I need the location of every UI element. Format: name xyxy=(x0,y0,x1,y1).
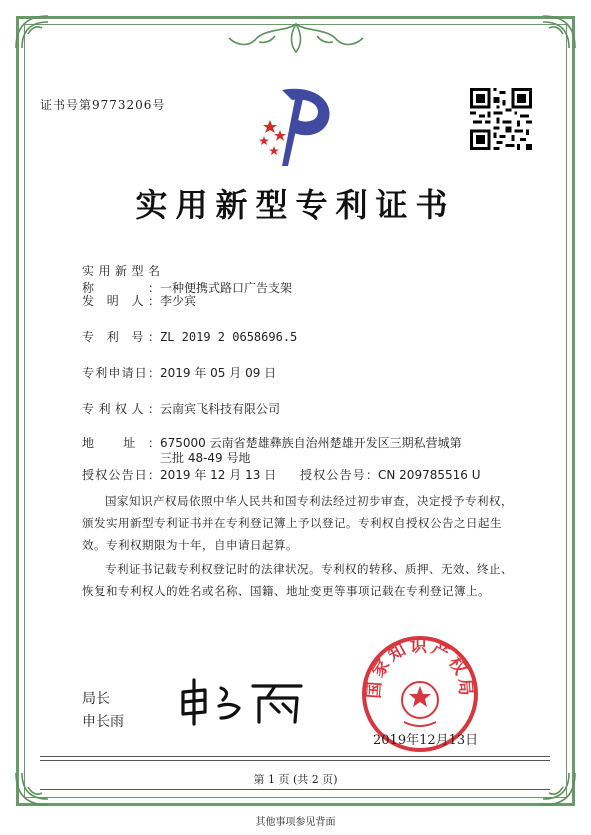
footer-divider xyxy=(40,756,550,757)
legal-status-statement: 专利证书记载专利权登记时的法律状况。专利权的转移、质押、无效、终止、恢复和专利权人的姓名或名称、国籍、地址变更等事项记载在专利登记簿上。 xyxy=(82,562,513,598)
field-application-date xyxy=(82,364,276,381)
corner-ornament-icon xyxy=(541,14,577,50)
grant-statement: 国家知识产权局依照中华人民共和国专利法经过初步审查，决定授予专利权，颁发实用新型专利证书并在专利登记簿上予以登记。专利权自授权公告之日起生效。专利权期限为十年，自申请日起算。 xyxy=(82,494,513,552)
field-value: 一种便携式路口广告支架 xyxy=(160,281,293,295)
field-grant-number xyxy=(300,466,480,483)
field-label: 实用新型名称： xyxy=(82,264,160,295)
footer-note: 其他事项参见背面 xyxy=(255,817,336,828)
field-value: ZL 2019 2 0658696.5 xyxy=(160,330,298,344)
director-title: 局长 xyxy=(82,691,110,707)
field-label: 授权公告号： xyxy=(300,468,378,482)
field-grant-date xyxy=(82,466,276,483)
field-value: 李少宾 xyxy=(160,294,197,308)
field-address-continued xyxy=(82,449,251,466)
qr-code-icon xyxy=(470,88,532,150)
field-utility-model-name xyxy=(82,262,292,296)
field-value: 675000 云南省楚雄彝族自治州楚雄开发区三期私营城第 xyxy=(160,436,462,450)
field-value: 2019 年 12 月 13 日 xyxy=(160,468,277,482)
top-floral-ornament-icon xyxy=(225,18,367,58)
field-value: 三批 48-49 号地 xyxy=(160,451,251,465)
cnipa-logo-icon xyxy=(252,78,342,168)
seal-date: 2019年12月13日 xyxy=(373,733,479,748)
field-label: 专利权人： xyxy=(82,402,160,416)
certificate-number: 证书号第9773206号 xyxy=(40,98,166,112)
field-label: 授权公告日： xyxy=(82,468,160,482)
field-label: 专 利 号： xyxy=(82,330,160,344)
field-label: 专利申请日： xyxy=(82,366,160,380)
field-value: CN 209785516 U xyxy=(378,468,481,482)
seal-text: 国家知识产权局 xyxy=(364,636,476,700)
field-value: 2019 年 05 月 09 日 xyxy=(160,366,277,380)
field-inventor xyxy=(82,292,196,309)
field-label: 地 址： xyxy=(82,436,160,450)
footer-divider xyxy=(40,789,550,790)
page-indicator: 第 1 页 (共 2 页) xyxy=(253,773,338,786)
field-patent-number xyxy=(82,328,297,345)
director-signature-icon xyxy=(175,678,315,726)
field-label: 发 明 人： xyxy=(82,294,160,308)
field-patentee xyxy=(82,400,280,417)
footer-divider xyxy=(40,760,550,761)
field-value: 云南宾飞科技有限公司 xyxy=(160,402,281,416)
corner-ornament-icon xyxy=(14,14,50,50)
certificate-title: 实用新型专利证书 xyxy=(135,186,456,224)
director-name: 申长雨 xyxy=(82,714,124,730)
